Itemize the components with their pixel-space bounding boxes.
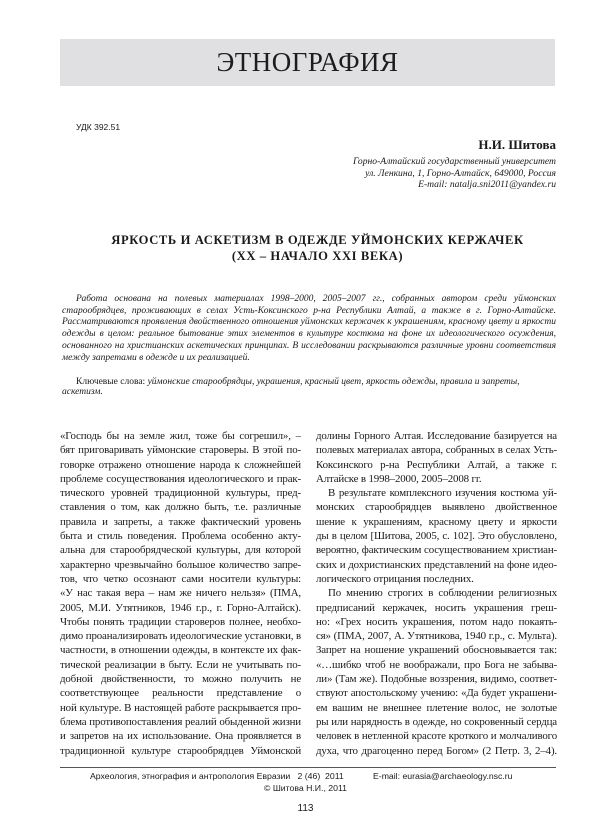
body-text-line: ли» (Там же). Подобные воззрения, видимо, соответ- — [316, 673, 557, 686]
author-affiliation: Горно-Алтайский государственный университет — [352, 156, 556, 167]
body-text-line: димо проанализировать идеологические установки, в — [60, 630, 301, 643]
article-title — [60, 232, 575, 264]
body-text-line: частности, в отношении одежды, в контексте их фак- — [60, 644, 301, 657]
keywords — [62, 377, 556, 397]
section-title: ЭТНОГРАФИЯ — [216, 47, 399, 77]
body-text-line: характерно чрезвычайно большое количество запре- — [60, 558, 301, 571]
body-text-line: быта и стиль поведения. Проблема особенно акту- — [60, 530, 301, 543]
body-text-line: и запретов на их использование. Она проявляется в — [60, 730, 301, 743]
body-text-line: тического уровней традиционной культуры, пред- — [60, 487, 301, 500]
abstract: Работа основана на полевых материалах 1998–2000, 2005–2007 гг., собранных автором среди уймонских старообрядцев, проживающих в селах Усть-Коксинского р-на Республики Алтай, а также в г. Горно-Алтайске. Рассматриваются проявления двойственного отношения уймонских кержачек к украшениям, красному цвету и яркости одежды в целом: реальное бытование этих элементов в культуре костюма на фоне их идеологического осуждения, основанного на христианских аскетических принципах. В исследовании раскрываются различные уровни соответствия между запретами в одежде и их реализацией. — [62, 294, 556, 363]
body-text-line: Коксинского р-на Республики Алтай, а также г. — [316, 458, 557, 471]
author-name: Н.И. Шитова — [478, 137, 556, 152]
body-text-line: «Господь бы на земле жил, тоже бы согрешил», – — [60, 430, 301, 442]
body-text-line: ем вашим не внешнее плетение волос, не золотые — [316, 701, 557, 714]
author-block — [353, 137, 556, 191]
footer-divider — [60, 767, 556, 768]
body-text-line: тической реализации в быту. Если не учитывать по- — [60, 658, 301, 671]
author-address: ул. Ленкина, 1, Горно-Алтайск, 649000, Россия — [365, 167, 556, 179]
body-text-line: проблеме сосуществования идеологического и прак- — [60, 472, 301, 485]
footer-copyright: © Шитова Н.И., 2011 — [264, 783, 347, 793]
udc-code: УДК 392.51 — [76, 122, 121, 132]
body-text-line: монских старообрядцев выявлено двойственное — [316, 501, 557, 514]
section-header-band — [60, 39, 555, 86]
body-column-right — [316, 429, 557, 758]
body-text-line: предписаний кержачек, носить украшения греш- — [316, 601, 557, 614]
body-text-line: но: «Грех носить украшения, потом надо покаять- — [316, 615, 557, 628]
title-line-2: (XX – НАЧАЛО XXI ВЕКА) — [231, 249, 404, 263]
body-text-line: В результате комплексного изучения костюма уй- — [328, 487, 557, 500]
body-text-line: ставления о том, как должно быть, т.е. различные — [60, 501, 301, 514]
body-text-line: шение к украшениям, красному цвету и яркости — [316, 515, 557, 528]
body-text-line: долины Горного Алтая. Исследование базируется на — [316, 430, 557, 442]
body-text-line: Алтайске в 1998–2000, 2005–2008 гг. — [316, 472, 482, 485]
body-text-line: тов, что четко осознают сами носители культуры: — [60, 572, 301, 585]
body-text-line: вероятно, фактическим сосуществованием христиан- — [316, 544, 557, 557]
body-text-line: логического отрицания последних. — [316, 572, 474, 585]
keywords-label: Ключевые слова: — [76, 377, 148, 387]
body-text-line: традиционной культуре старообрядцев Уймонской — [60, 744, 301, 757]
body-text-line: ры или нарядность в одежде, но сокровенный сердца — [316, 715, 557, 728]
footer-journal: Археология, этнография и антропология Евразии 2 (46) 2011 — [90, 771, 344, 781]
body-text-line: бят приговаривать уймонские староверы. В этой по- — [60, 444, 301, 457]
body-text-line: блема противопоставления реалий обыденной жизни — [60, 715, 301, 728]
body-text-line: соответствующее реальности представление о — [60, 687, 301, 700]
body-text-line: 2005, М.И. Утятников, 1946 г.р., г. Горно-Алтайск). — [60, 601, 301, 614]
keywords-text: уймонские старообрядцы, украшения, красный цвет, яркость одежды, правила и запреты, аскетизм. — [62, 377, 520, 397]
body-text-line: ной культуре. В настоящей работе раскрывается про- — [60, 701, 301, 714]
body-text-line: Запрет на ношение украшений обосновывается так: — [316, 644, 557, 657]
body-text-line: добной двойственности, то можно получить не — [60, 673, 301, 686]
body-text-line: «…шибко чтоб не воображали, про Бога не забыва- — [316, 658, 557, 671]
body-text-line: По мнению строгих в соблюдении религиозных — [328, 587, 557, 600]
page-number: 113 — [297, 803, 314, 814]
body-text-line: говорке отражено отношение народа к сложнейшей — [60, 458, 301, 471]
body-text-line: ды в целом [Шитова, 2005, с. 102]. Это обусловлено, — [316, 530, 557, 543]
body-text-line: ся» (ПМА, 2007, А. Утятникова, 1940 г.р., с. Мульта). — [316, 630, 557, 643]
author-email[interactable]: E-mail: natalja.sni2011@yandex.ru — [418, 179, 556, 191]
body-text-line: ствуют апостольскому учению: «Да будет украшени- — [316, 687, 557, 700]
body-text-line: ских и дохристианских представлений на фоне идео- — [316, 558, 557, 571]
body-text-line: Чтобы понять традиции староверов полнее, необхо- — [60, 615, 301, 628]
title-line-1: ЯРКОСТЬ И АСКЕТИЗМ В ОДЕЖДЕ УЙМОНСКИХ КЕРЖАЧЕК — [111, 233, 524, 247]
body-text-line: полевых материалах автора, собранных в селах Усть- — [316, 444, 557, 457]
body-column-left — [60, 429, 301, 758]
body-text-line: альна для старообрядческой культуры, для которой — [60, 544, 301, 557]
body-text-line: правила и запреты, а также фактический уровень — [60, 515, 301, 528]
body-text-line: «У нас такая вера – нам же ничего нельзя» (ПМА, — [60, 587, 301, 600]
body-text-line: духа, что драгоценно перед Богом» (2 Петр. 3, 2–4). — [316, 744, 557, 757]
body-text-line: человек в нетленной красоте кроткого и молчаливого — [316, 730, 557, 743]
footer-email[interactable]: E-mail: eurasia@archaeology.nsc.ru — [373, 771, 513, 781]
